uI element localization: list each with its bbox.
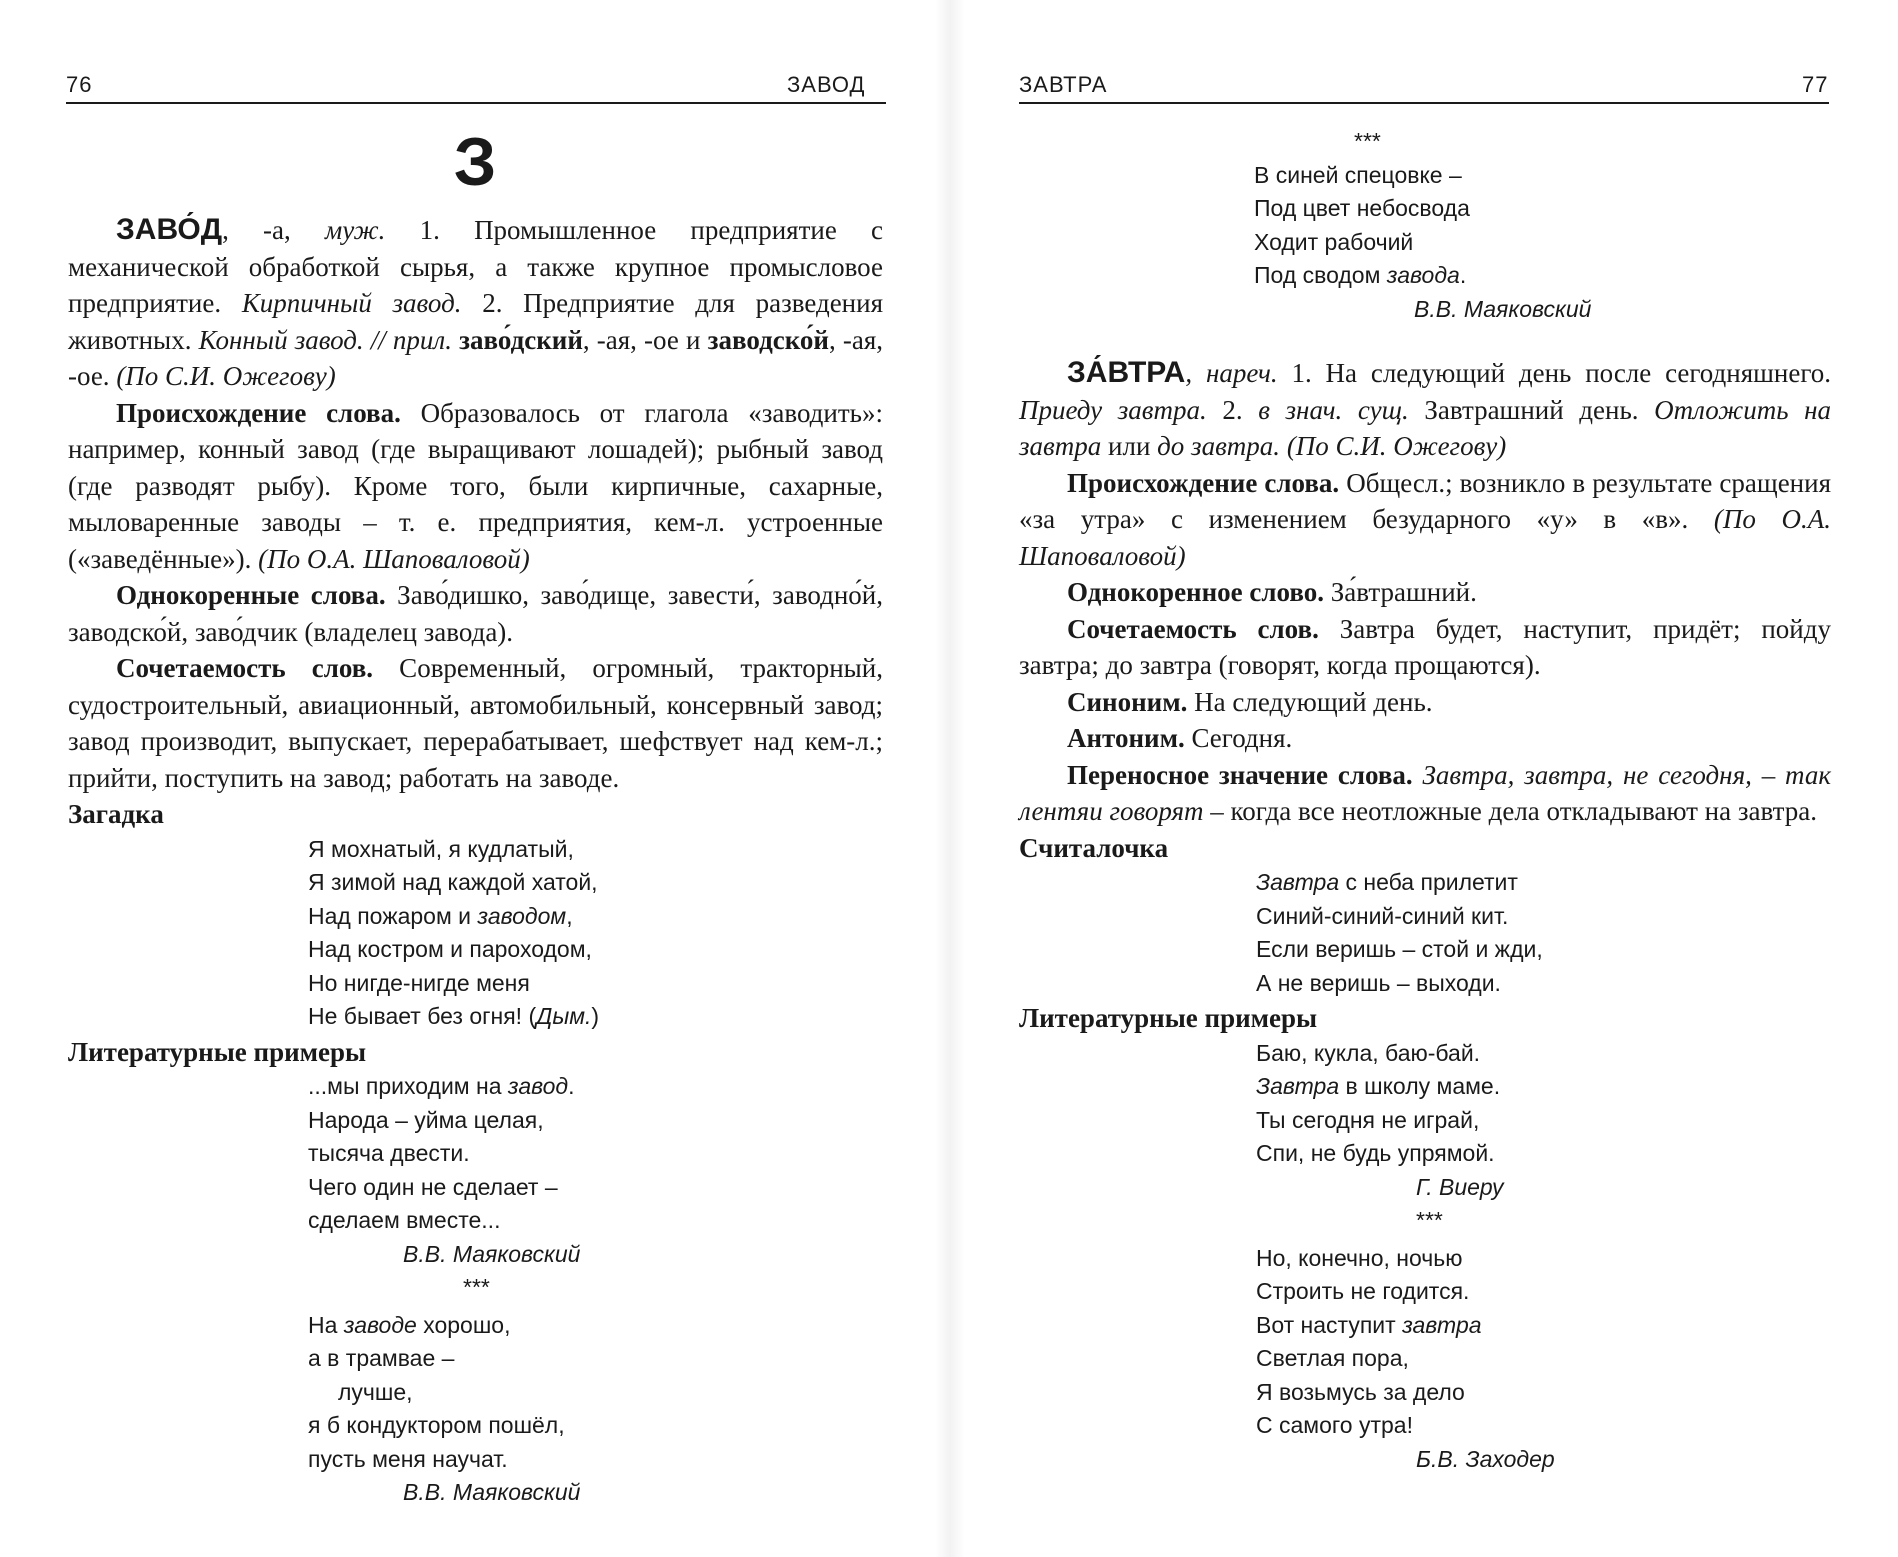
counting-rhyme-heading: Считалочка [1019,832,1169,863]
cognates-paragraph: Однокоренные слова. Заво́дишко, заво́дище, завести́, заводно́й, заводско́й, заво́дчик (владелец завода). [68,580,884,647]
origin-paragraph: Происхождение слова. Образовалось от глагола «заводить»: например, конный завод (где выращивают лошадей); рыбный завод (где разводят рыбу). Кроме того, были кирпичные, сахарные, мыловаренные заводы – т. е. предприятия, кем-л. устроенные («заведённые»). (По О.А. Шаповаловой) [68,397,883,574]
entry-definition: ЗАВО́Д, -а, муж. 1. Промышленное предприятие с механической обработкой сырья, а также крупное промысловое предприятие. Кирпичный завод. 2. Предприятие для разведения животных. Конный завод. // прил. заво́дский, -ая, -ое и заводско́й, -ая, -ое. (По С.И. Ожегову) [68,213,884,391]
riddle-verse: Я мохнатый, я кудлатый, Я зимой над каждой хатой, Над пожаром и заводом, Над костром и пароходом, Но нигде-нигде меня Не бывает без огня! (Дым.) [308,835,600,1029]
counting-rhyme-verse: Завтра с неба прилетит Синий-синий-синий кит. Если веришь – стой и жди, А не веришь – выходи. [1256,869,1543,996]
literary-heading: Литературные примеры [1019,1003,1318,1033]
cognate-paragraph: Однокоренное слово. За́втрашний. [1067,577,1477,607]
poem-author: В.В. Маяковский [403,1240,581,1267]
literary-poem-2: Но, конечно, ночью Строить не годится. Вот наступит завтра Светлая пора, Я возьмусь за дело С самого утра! Б.В. Заходер [1256,1242,1831,1477]
literary-heading: Литературные примеры [68,1036,367,1067]
entry-definition: ЗА́ВТРА, нареч. 1. На следующий день после сегодняшнего. Приеду завтра. 2. в знач. сущ. Завтрашний день. Отложить на завтра или до завтра. (По С.И. Ожегову) [1019,356,1831,461]
origin-paragraph: Происхождение слова. Общесл.; возникло в результате сращения «за утра» с изменением безударного «у» в «в». (По О.А. Шаповаловой) [1019,467,1831,571]
poem-author: Б.В. Заходер [1416,1445,1555,1472]
poem-author: В.В. Маяковский [403,1479,581,1505]
right-page [949,0,1898,1557]
page-number: 76 [66,72,93,97]
collocation-paragraph: Сочетаемость слов. Современный, огромный, тракторный, судостроительный, авиационный, автомобильный, консервный завод; завод производит, выпускает, перерабатывает, шефствует над кем-л.; прийти, поступить на завод; работать на заводе. [68,653,884,793]
headword: ЗАВО́Д [116,213,223,246]
literary-poem-1: Баю, кукла, баю-бай. Завтра в школу маме. Ты сегодня не играй, Спи, не будь упрямой. Г. Виеру *** [1256,1037,1831,1238]
riddle-heading: Загадка [68,799,164,829]
antonym-paragraph: Антоним. Сегодня. [1067,723,1293,753]
dictionary-entry [1019,355,1831,1476]
separator-stars: *** [463,1274,490,1300]
running-head: ЗАВОД [787,72,866,97]
section-letter: З [453,124,497,200]
running-head: ЗАВТРА [1019,72,1108,97]
header-rule [1019,102,1829,104]
poem-author: В.В. Маяковский [1414,295,1592,322]
collocation-paragraph: Сочетаемость слов. Завтра будет, наступит, придёт; пойду завтра; до завтра (говорят, когда прощаются). [1019,613,1831,680]
top-poem: *** В синей спецовке – Под цвет небосвода Ходит рабочий Под сводом завода. В.В. Маяковский [1254,125,1704,326]
synonym-paragraph: Синоним. На следующий день. [1067,686,1433,717]
figurative-paragraph: Переносное значение слова. Завтра, завтра, не сегодня, – так лентяи говорят – когда все неотложные дела откладывают на завтра. [1019,759,1831,826]
headword: ЗА́ВТРА [1067,356,1186,389]
separator-stars: *** [1354,128,1381,154]
page-number: 77 [1802,72,1829,97]
dictionary-entry [68,212,883,1510]
literary-poem-2: На заводе хорошо, а в трамвае – лучше, я б кондуктором пошёл, пусть меня научат. В.В. Маяковский [308,1309,883,1510]
separator-stars: *** [1416,1207,1443,1233]
header-rule [66,102,886,104]
poem-author: Г. Виеру [1416,1173,1504,1200]
literary-poem-1: ...мы приходим на завод. Народа – уйма целая, тысяча двести. Чего один не сделает – сделаем вместе... В.В. Маяковский *** [308,1070,883,1305]
